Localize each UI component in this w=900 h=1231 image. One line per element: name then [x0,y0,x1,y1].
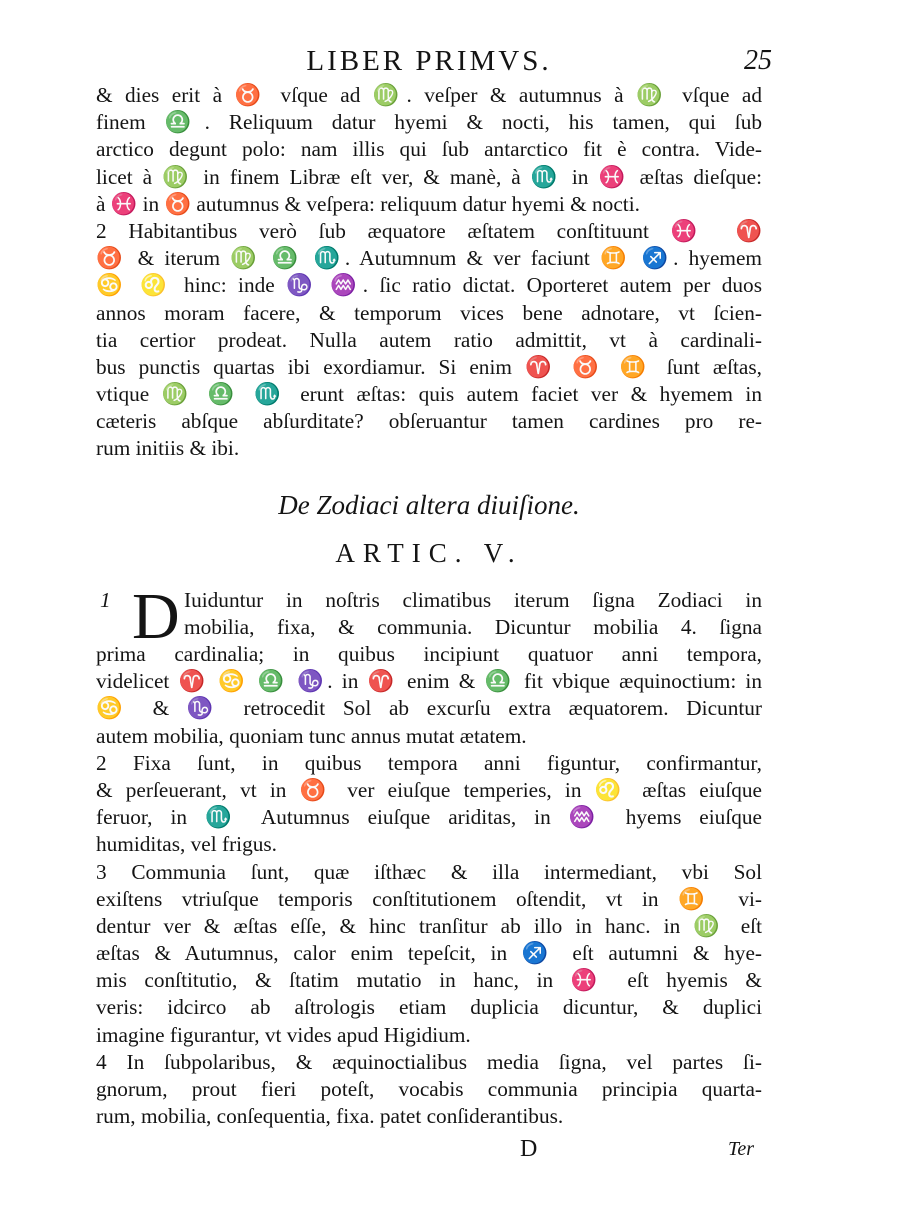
text-line: videlicet ♈ ♋ ♎ ♑. in ♈ enim & ♎ fit vbique æquinoctium: in [96,669,762,694]
text-line: imagine figurantur, vt vides apud Higidium. [96,1022,471,1047]
running-head [96,40,772,82]
text-line: æſtas & Autumnus, calor enim tepeſcit, in ♐ eſt autumni & hye- [96,941,762,966]
text-line: vtique ♍ ♎ ♏ erunt æſtas: quis autem faciet ver & hyemem in [96,382,762,407]
text-line: Iuiduntur in noſtris climatibus iterum ſigna Zodiaci in [184,587,762,612]
text-line: à ♓ in ♉ autumnus & veſpera: reliquum datur hyemi & nocti. [96,191,640,216]
text-line: bus punctis quartas ibi exordiamur. Si enim ♈ ♉ ♊ ſunt æſtas, [96,354,762,379]
text-line: prima cardinalia; in quibus incipiunt quatuor anni tempora, [96,642,762,666]
text-line: gnorum, prout fieri poteſt, vocabis communia principia quarta- [96,1077,762,1101]
signature-mark: D [520,1136,538,1163]
text-line: feruor, in ♏ Autumnus eiuſque ariditas, in ♒ hyems eiuſque [96,805,762,830]
catchword: Ter [728,1138,754,1161]
article-body [96,579,762,1131]
text-line: 3 Communia ſunt, quæ iſthæc & illa intermediant, vbi Sol [96,859,762,884]
article-heading: ARTIC. V. [335,537,523,568]
text-line: autem mobilia, quoniam tunc annus mutat ætatem. [96,723,527,748]
running-title: LIBER PRIMVS. [306,45,552,77]
page-number: 25 [744,45,772,76]
text-line: annos moram facere, & temporum vices bene adnotare, vt ſcien- [96,300,762,325]
text-line: 4 In ſubpolaribus, & æquinoctialibus media ſigna, vel partes ſi- [96,1049,762,1074]
text-line: 2 Habitantibus verò ſub æquatore æſtatem conſtituunt ♓ ♈ [96,218,762,243]
text-line: cæteris abſque abſurditate? obſeruantur tamen cardines pro re- [96,409,762,434]
text-line: exiſtens vtriuſque temporis conſtitutionem oſtendit, vt in ♊ vi- [96,886,762,911]
text-line: rum initiis & ibi. [96,436,240,461]
drop-cap: D [132,579,180,653]
text-line: dentur ver & æſtas eſſe, & hinc tranſitur ab illo in hanc. in ♍ eſt [96,913,762,938]
text-line: mis conſtitutio, & ſtatim mutatio in hanc, in ♓ eſt hyemis & [96,968,762,993]
text-line: ♉ & iterum ♍ ♎ ♏. Autumnum & ver faciunt ♊ ♐. hyemem [96,246,762,271]
text-line: ♋ & ♑ retrocedit Sol ab excurſu extra æquatorem. Dicuntur [96,696,762,721]
text-line: & perſeuerant, vt in ♉ ver eiuſque temperies, in ♌ æſtas eiuſque [96,777,762,802]
text-line: humiditas, vel frigus. [96,832,278,857]
top-paragraph [96,82,762,463]
text-line: veris: idcirco ab aſtrologis etiam duplicia dicuntur, & duplici [96,995,762,1020]
text-line: tia certior prodeat. Nulla autem ratio admittit, vt à cardinali- [96,327,762,352]
text-line: ♋ ♌ hinc: inde ♑ ♒. ſic ratio dictat. Oporteret autem per duos [96,273,762,298]
text-line: arctico degunt polo: nam illis qui ſub antarctico fit è contra. Vide- [96,137,762,162]
book-page [96,40,772,1200]
page-footer [96,1132,762,1166]
text-line: mobilia, fixa, & communia. Dicuntur mobilia 4. ſigna [184,614,762,639]
text-line: finem ♎. Reliquum datur hyemi & nocti, his tamen, qui ſub [96,110,762,135]
section-title: De Zodiaci altera diuiſione. [278,489,580,520]
text-line: rum, mobilia, conſequentia, fixa. patet conſiderantibus. [96,1104,564,1129]
text-line: 2 Fixa ſunt, in quibus tempora anni figuntur, confirmantur, [96,750,762,775]
text-line: & dies erit à ♉ vſque ad ♍. veſper & autumnus à ♍ vſque ad [96,83,762,107]
text-line: licet à ♍ in finem Libræ eſt ver, & manè, à ♏ in ♓ æſtas dieſque: [96,164,762,189]
paragraph-number: 1 [100,587,111,612]
